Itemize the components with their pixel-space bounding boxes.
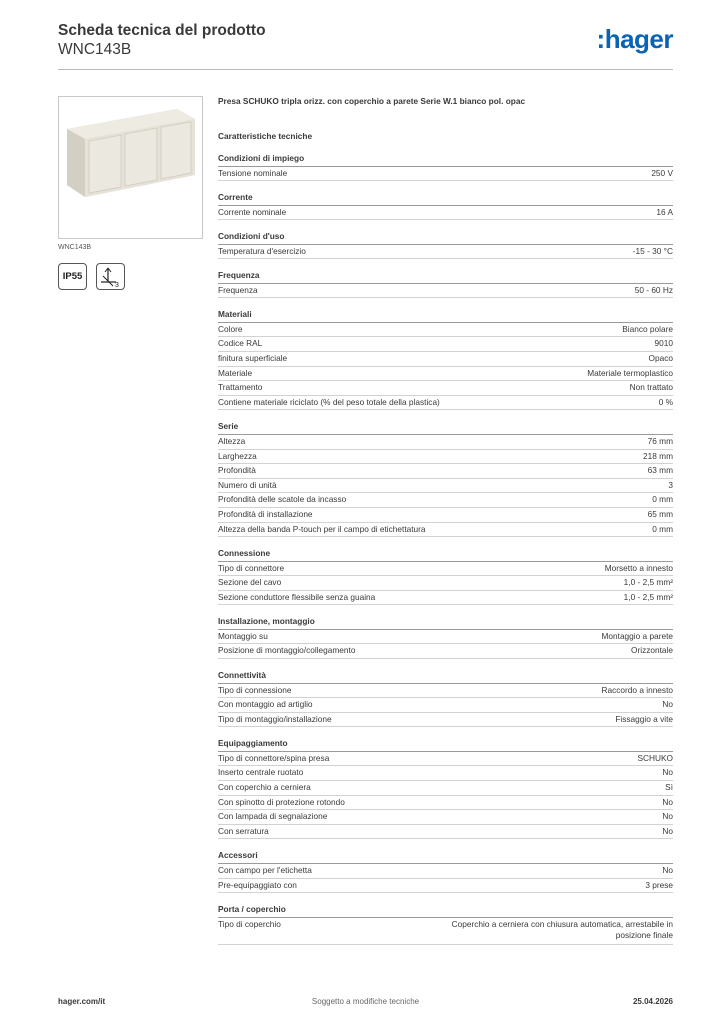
spec-label: Tipo di montaggio/installazione [218,713,332,724]
spec-value: Coperchio a cerniera con chiusura automatica, arrestabile in posizione finale [451,918,673,941]
spec-value: Materiale termoplastico [587,367,673,378]
spec-value: No [662,796,673,807]
spec-label: Tipo di coperchio [218,918,281,929]
spec-row [218,766,673,781]
spec-value: 1,0 - 2,5 mm² [623,577,673,588]
spec-row [218,713,673,728]
spec-row [218,630,673,645]
spec-label: Sezione del cavo [218,577,282,588]
section-title: Connessione [218,547,673,562]
spec-row [218,644,673,659]
spec-label: Con lampada di segnalazione [218,811,328,822]
spec-value: 65 mm [647,508,673,519]
spec-row [218,810,673,825]
section-title: Serie [218,420,673,435]
section-title: Condizioni di impiego [218,152,673,167]
spec-row [218,337,673,352]
spec-value: No [662,811,673,822]
spec-label: Sezione conduttore flessibile senza guaina [218,591,376,602]
spec-label: Numero di unità [218,479,277,490]
spec-row [218,523,673,538]
page-header [58,20,673,70]
spec-label: Profondità delle scatole da incasso [218,494,347,505]
section-title: Accessori [218,849,673,864]
spec-label: Profondità di installazione [218,508,313,519]
spec-value: 76 mm [647,435,673,446]
spec-value: Sì [665,782,673,793]
spec-label: Tipo di connettore/spina presa [218,752,330,763]
spec-label: Con spinotto di protezione rotondo [218,796,345,807]
spec-row [218,825,673,840]
spec-row [218,381,673,396]
footer-date: 25.04.2026 [632,997,673,1006]
spec-row [218,698,673,713]
ip-rating-label: IP55 [62,271,83,282]
spec-row [218,352,673,367]
temperature-class-label: 3 [115,282,119,289]
section-title: Condizioni d'uso [218,230,673,245]
spec-label: Altezza [218,435,246,446]
spec-value: No [662,699,673,710]
section-title: Porta / coperchio [218,903,673,918]
socket-outlet-illustration [59,97,202,238]
spec-value: 0 % [658,396,673,407]
spec-value: 16 A [656,206,673,217]
spec-label: Contiene materiale riciclato (% del peso totale della plastica) [218,396,440,407]
spec-value: 0 mm [652,523,673,534]
section-title: Equipaggiamento [218,737,673,752]
spec-label: Temperatura d'esercizio [218,245,306,256]
spec-value: 250 V [651,167,673,178]
spec-row [218,781,673,796]
spec-label: Corrente nominale [218,206,287,217]
spec-row [218,591,673,606]
spec-value: 9010 [654,338,673,349]
spec-value: Non trattato [629,382,673,393]
spec-section [218,152,673,181]
spec-row [218,562,673,577]
image-caption: WNC143B [58,244,92,251]
spec-row [218,864,673,879]
spec-value: 218 mm [643,450,673,461]
spec-label: Trattamento [218,382,263,393]
page-title: Scheda tecnica del prodotto [58,22,266,39]
footer-note: Soggetto a modifiche tecniche [311,997,420,1006]
specs-table [218,152,673,955]
spec-section [218,230,673,259]
spec-value: Bianco polare [622,323,673,334]
spec-row [218,464,673,479]
spec-value: No [662,767,673,778]
spec-label: Frequenza [218,284,258,295]
spec-row [218,479,673,494]
spec-value: 3 prese [645,879,673,890]
header-divider [58,69,673,70]
spec-section [218,308,673,410]
spec-section [218,737,673,839]
spec-label: Inserto centrale ruotato [218,767,304,778]
spec-value: Opaco [648,353,673,364]
spec-value: 0 mm [652,494,673,505]
footer-website: hager.com/it [58,997,106,1006]
spec-section [218,903,673,945]
spec-value: No [662,864,673,875]
spec-row [218,245,673,260]
spec-section [218,191,673,220]
spec-value: 1,0 - 2,5 mm² [623,591,673,602]
spec-value: No [662,825,673,836]
spec-row [218,367,673,382]
spec-row [218,435,673,450]
spec-row [218,323,673,338]
spec-value: 50 - 60 Hz [634,284,673,295]
hager-logo: :hager [596,24,673,54]
spec-row [218,684,673,699]
product-description: Presa SCHUKO tripla orizz. con coperchio a parete Serie W.1 bianco pol. opac [218,96,526,106]
spec-section [218,849,673,893]
spec-value: 63 mm [647,465,673,476]
spec-row [218,284,673,299]
spec-label: Con montaggio ad artiglio [218,699,313,710]
spec-section [218,669,673,727]
spec-value: Morsetto a innesto [604,562,673,573]
spec-label: Pre-equipaggiato con [218,879,297,890]
spec-row [218,450,673,465]
spec-value: Fissaggio a vite [615,713,673,724]
spec-row [218,879,673,894]
temperature-range-icon [96,263,125,290]
spec-label: Profondità [218,465,256,476]
section-title: Corrente [218,191,673,206]
spec-row [218,206,673,221]
spec-row [218,918,673,945]
section-title: Frequenza [218,269,673,284]
spec-row [218,752,673,767]
spec-label: Tipo di connettore [218,562,285,573]
spec-label: Con campo per l'etichetta [218,864,312,875]
section-title: Materiali [218,308,673,323]
spec-row [218,493,673,508]
spec-section [218,420,673,537]
specs-heading: Caratteristiche tecniche [218,131,313,141]
spec-value: 3 [668,479,673,490]
spec-section [218,547,673,605]
spec-value: Orizzontale [631,645,673,656]
spec-value: Raccordo a innesto [601,684,673,695]
spec-label: finitura superficiale [218,353,288,364]
spec-label: Con serratura [218,825,269,836]
spec-label: Larghezza [218,450,257,461]
spec-section [218,269,673,298]
spec-label: Posizione di montaggio/collegamento [218,645,356,656]
product-code: WNC143B [58,41,132,58]
spec-label: Colore [218,323,243,334]
ip-rating-badge [58,263,87,290]
spec-value: -15 - 30 °C [632,245,673,256]
spec-label: Tensione nominale [218,167,288,178]
spec-row [218,396,673,411]
spec-label: Tipo di connessione [218,684,292,695]
spec-value: Montaggio a parete [601,630,673,641]
spec-label: Codice RAL [218,338,263,349]
spec-label: Montaggio su [218,630,268,641]
spec-row [218,167,673,182]
spec-label: Altezza della banda P-touch per il campo di etichettatura [218,523,426,534]
spec-row [218,508,673,523]
spec-value: SCHUKO [637,752,673,763]
section-title: Connettività [218,669,673,684]
spec-label: Con coperchio a cerniera [218,782,311,793]
spec-row [218,796,673,811]
spec-row [218,576,673,591]
spec-label: Materiale [218,367,253,378]
spec-section [218,615,673,659]
product-image [58,96,203,239]
section-title: Installazione, montaggio [218,615,673,630]
